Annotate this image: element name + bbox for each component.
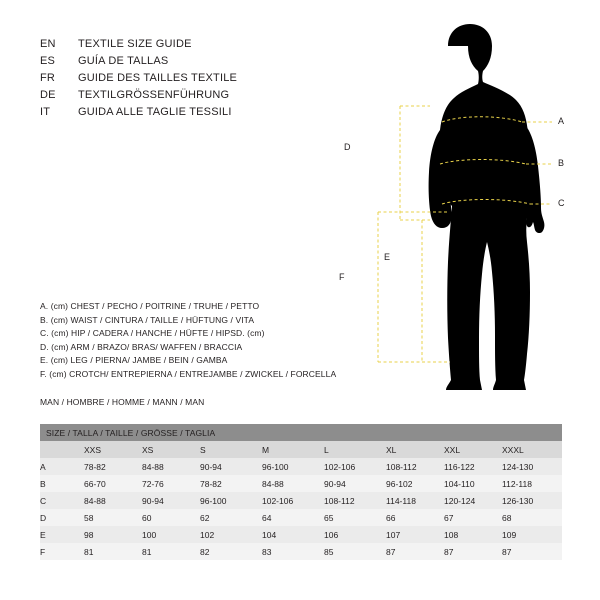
cell-c-xxs: 84-88 — [84, 492, 142, 509]
title-text-it: GUIDA ALLE TAGLIE TESSILI — [78, 106, 232, 118]
row-label-d: D — [40, 509, 84, 526]
cell-a-l: 102-106 — [324, 458, 386, 475]
cell-f-xs: 81 — [142, 543, 200, 560]
cell-e-xxs: 98 — [84, 526, 142, 543]
legend-line-f: F. (cm) CROTCH/ ENTREPIERNA / ENTREJAMBE / ZWICKEL / FORCELLA — [40, 368, 337, 379]
cell-b-m: 84-88 — [262, 475, 324, 492]
cell-d-l: 65 — [324, 509, 386, 526]
title-text-es: GUÍA DE TALLAS — [78, 55, 169, 67]
cell-b-xxxl: 112-118 — [502, 475, 562, 492]
cell-e-m: 104 — [262, 526, 324, 543]
cell-d-s: 62 — [200, 509, 262, 526]
table-row — [40, 458, 562, 475]
measurement-legend — [40, 300, 370, 381]
cell-f-xl: 87 — [386, 543, 444, 560]
table-row — [40, 543, 562, 560]
cell-f-xxs: 81 — [84, 543, 142, 560]
title-row-en — [40, 36, 340, 53]
cell-e-xxl: 108 — [444, 526, 502, 543]
col-head-xxl: XXL — [444, 441, 502, 458]
cell-f-m: 83 — [262, 543, 324, 560]
cell-f-l: 85 — [324, 543, 386, 560]
table-title-row — [40, 424, 562, 441]
cell-e-l: 106 — [324, 526, 386, 543]
title-row-es — [40, 53, 340, 70]
title-lang-it: IT — [40, 106, 51, 118]
table-row — [40, 509, 562, 526]
row-label-a: A — [40, 458, 84, 475]
cell-e-xl: 107 — [386, 526, 444, 543]
table-row — [40, 492, 562, 509]
title-lang-en: EN — [40, 38, 56, 50]
col-head-xs: XS — [142, 441, 200, 458]
cell-d-xxxl: 68 — [502, 509, 562, 526]
cell-f-xxxl: 87 — [502, 543, 562, 560]
marker-c: C — [558, 198, 565, 208]
cell-c-xl: 114-118 — [386, 492, 444, 509]
col-head-blank — [40, 441, 84, 458]
legend-line-a: A. (cm) CHEST / PECHO / POITRINE / TRUHE / PETTO — [40, 301, 260, 311]
cell-a-xxl: 116-122 — [444, 458, 502, 475]
cell-c-xxxl: 126-130 — [502, 492, 562, 509]
title-lang-es: ES — [40, 55, 56, 67]
row-label-c: C — [40, 492, 84, 509]
col-head-s: S — [200, 441, 262, 458]
col-head-m: M — [262, 441, 324, 458]
cell-b-xxs: 66-70 — [84, 475, 142, 492]
cell-e-s: 102 — [200, 526, 262, 543]
table-row — [40, 475, 562, 492]
cell-c-m: 102-106 — [262, 492, 324, 509]
title-row-it — [40, 104, 340, 121]
col-head-xxs: XXS — [84, 441, 142, 458]
cell-a-xl: 108-112 — [386, 458, 444, 475]
cell-e-xs: 100 — [142, 526, 200, 543]
cell-a-m: 96-100 — [262, 458, 324, 475]
cell-c-l: 108-112 — [324, 492, 386, 509]
row-label-e: E — [40, 526, 84, 543]
size-table — [40, 424, 562, 560]
cell-d-xxl: 67 — [444, 509, 502, 526]
title-lang-de: DE — [40, 89, 56, 101]
cell-b-xl: 96-102 — [386, 475, 444, 492]
title-block — [40, 36, 340, 121]
title-text-en: TEXTILE SIZE GUIDE — [78, 38, 192, 50]
title-row-fr — [40, 70, 340, 87]
cell-a-s: 90-94 — [200, 458, 262, 475]
cell-f-xxl: 87 — [444, 543, 502, 560]
marker-d: D — [344, 142, 351, 152]
title-text-fr: GUIDE DES TAILLES TEXTILE — [78, 72, 238, 84]
marker-b: B — [558, 158, 565, 168]
table-row — [40, 526, 562, 543]
marker-f: F — [339, 272, 345, 282]
table-title: SIZE / TALLA / TAILLE / GRÖSSE / TAGLIA — [40, 424, 562, 441]
col-head-l: L — [324, 441, 386, 458]
marker-e: E — [384, 252, 391, 262]
cell-b-l: 90-94 — [324, 475, 386, 492]
cell-a-xxxl: 124-130 — [502, 458, 562, 475]
title-text-de: TEXTILGRÖSSENFÜHRUNG — [78, 89, 230, 101]
cell-d-m: 64 — [262, 509, 324, 526]
title-row-de — [40, 87, 340, 104]
col-head-xxxl: XXXL — [502, 441, 562, 458]
legend-line-c: C. (cm) HIP / CADERA / HANCHE / HÜFTE / HIPSD. (cm) — [40, 328, 265, 338]
cell-e-xxxl: 109 — [502, 526, 562, 543]
cell-f-s: 82 — [200, 543, 262, 560]
cell-d-xs: 60 — [142, 509, 200, 526]
legend-line-b: B. (cm) WAIST / CINTURA / TAILLE / HÜFTUNG / VITA — [40, 314, 255, 325]
col-head-xl: XL — [386, 441, 444, 458]
cell-c-s: 96-100 — [200, 492, 262, 509]
cell-c-xs: 90-94 — [142, 492, 200, 509]
cell-d-xl: 66 — [386, 509, 444, 526]
legend-line-d: D. (cm) ARM / BRAZO/ BRAS/ WAFFEN / BRACCIA — [40, 341, 243, 352]
cell-b-xs: 72-76 — [142, 475, 200, 492]
cell-a-xs: 84-88 — [142, 458, 200, 475]
marker-a: A — [558, 116, 565, 126]
cell-b-xxl: 104-110 — [444, 475, 502, 492]
gender-label: MAN / HOMBRE / HOMME / MANN / MAN — [40, 397, 205, 407]
table-header-row — [40, 441, 562, 458]
cell-d-xxs: 58 — [84, 509, 142, 526]
row-label-f: F — [40, 543, 84, 560]
cell-b-s: 78-82 — [200, 475, 262, 492]
cell-a-xxs: 78-82 — [84, 458, 142, 475]
legend-line-e: E. (cm) LEG / PIERNA/ JAMBE / BEIN / GAMBA — [40, 355, 228, 365]
title-lang-fr: FR — [40, 72, 56, 84]
cell-c-xxl: 120-124 — [444, 492, 502, 509]
row-label-b: B — [40, 475, 84, 492]
